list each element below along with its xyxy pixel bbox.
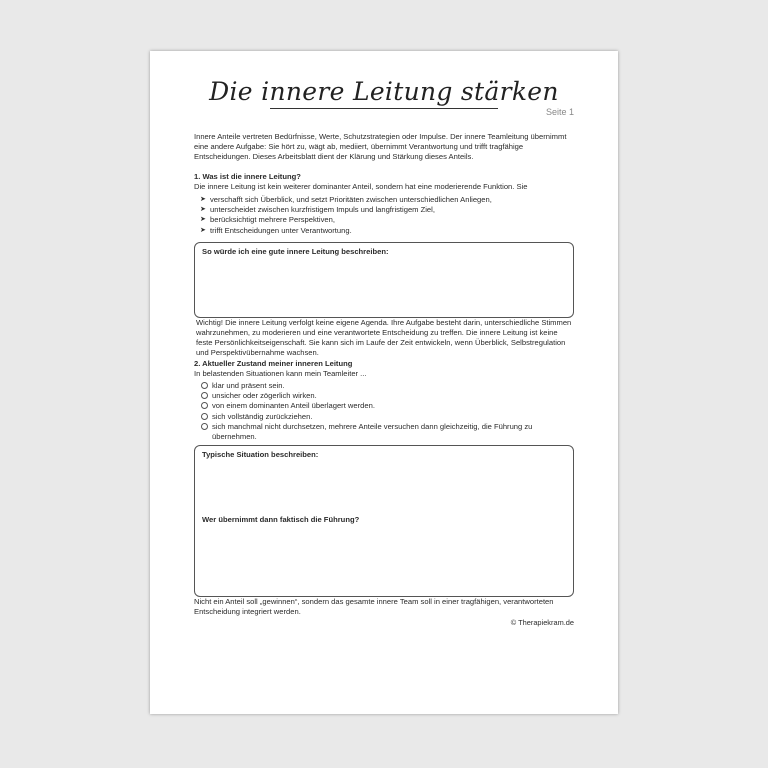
section2-lead: In belastenden Situationen kann mein Teamleiter ... <box>194 368 367 378</box>
worksheet-title: Die innere Leitung stärken <box>209 77 559 106</box>
radio-circle-icon[interactable] <box>201 402 208 409</box>
option-label: unsicher oder zögerlich wirken. <box>212 391 317 401</box>
radio-circle-icon[interactable] <box>201 423 208 430</box>
title-underline <box>270 108 498 109</box>
situation-writing-box[interactable] <box>194 445 574 597</box>
list-item: ➤ berücksichtigt mehrere Perspektiven, <box>200 215 574 225</box>
section2-heading: 2. Aktueller Zustand meiner inneren Leitung <box>194 358 353 368</box>
copyright-notice: © Therapiekram.de <box>510 617 574 627</box>
section1-heading: 1. Was ist die innere Leitung? <box>194 171 301 181</box>
intro-paragraph: Innere Anteile vertreten Bedürfnisse, Werte, Schutzstrategien oder Impulse. Der innere Teamleitung übernimmt eine andere Aufgabe: Sie hört zu, wägt ab, mediiert, übernimmt Verantwortung und trifft tragfähige Entscheidungen. Dieses Arbeitsblatt dient der Klärung und Stärkung dieses Anteils. <box>194 132 567 162</box>
radio-circle-icon[interactable] <box>201 382 208 389</box>
option-label: klar und präsent sein. <box>212 381 285 391</box>
description-writing-box[interactable] <box>194 242 574 318</box>
option-item[interactable] <box>201 412 574 422</box>
option-item[interactable] <box>201 381 574 391</box>
list-item: ➤ trifft Entscheidungen unter Verantwortung. <box>200 226 574 236</box>
section1-bullet-list <box>200 195 574 236</box>
leadership-box-label: Wer übernimmt dann faktisch die Führung? <box>202 515 360 525</box>
option-item[interactable] <box>201 422 574 442</box>
closing-paragraph: Nicht ein Anteil soll „gewinnen“, sondern das gesamte innere Team soll in einer tragfähigen, verantworteten Entscheidung integriert werden. <box>194 597 554 617</box>
option-item[interactable] <box>201 401 574 411</box>
worksheet-content <box>194 132 574 628</box>
section1-lead: Die innere Leitung ist kein weiterer dominanter Anteil, sondern hat eine moderierende Funktion. Sie <box>194 181 528 191</box>
radio-circle-icon[interactable] <box>201 413 208 420</box>
description-box-label: So würde ich eine gute innere Leitung beschreiben: <box>202 246 389 256</box>
page-number: Seite 1 <box>545 107 574 117</box>
radio-circle-icon[interactable] <box>201 392 208 399</box>
option-item[interactable] <box>201 391 574 401</box>
situation-box-label: Typische Situation beschreiben: <box>202 450 319 460</box>
option-label: sich manchmal nicht durchsetzen, mehrere Anteile versuchen dann gleichzeitig, die Führung zu übernehmen. <box>212 421 533 442</box>
state-options-list <box>201 381 574 442</box>
option-label: sich vollständig zurückziehen. <box>212 411 313 421</box>
option-label: von einem dominanten Anteil überlagert werden. <box>212 401 375 411</box>
list-item: ➤ verschafft sich Überblick, und setzt Prioritäten zwischen unterschiedlichen Anliegen, <box>200 195 574 205</box>
important-note: Wichtig! Die innere Leitung verfolgt keine eigene Agenda. Ihre Aufgabe besteht darin, unterschiedliche Stimmen wahrzunehmen, zu moderieren und eine verantwortete Entscheidung zu treffen. Die innere Leitung ist keine feste Persönlichkeitseigenschaft. Sie kann sich im Laufe der Zeit entwickeln, wenn Überblick, Selbstregulation und Perspektivübernahme wachsen. <box>196 317 572 358</box>
worksheet-page <box>150 51 618 714</box>
list-item: ➤ unterscheidet zwischen kurzfristigem Impuls und langfristigem Ziel, <box>200 205 574 215</box>
